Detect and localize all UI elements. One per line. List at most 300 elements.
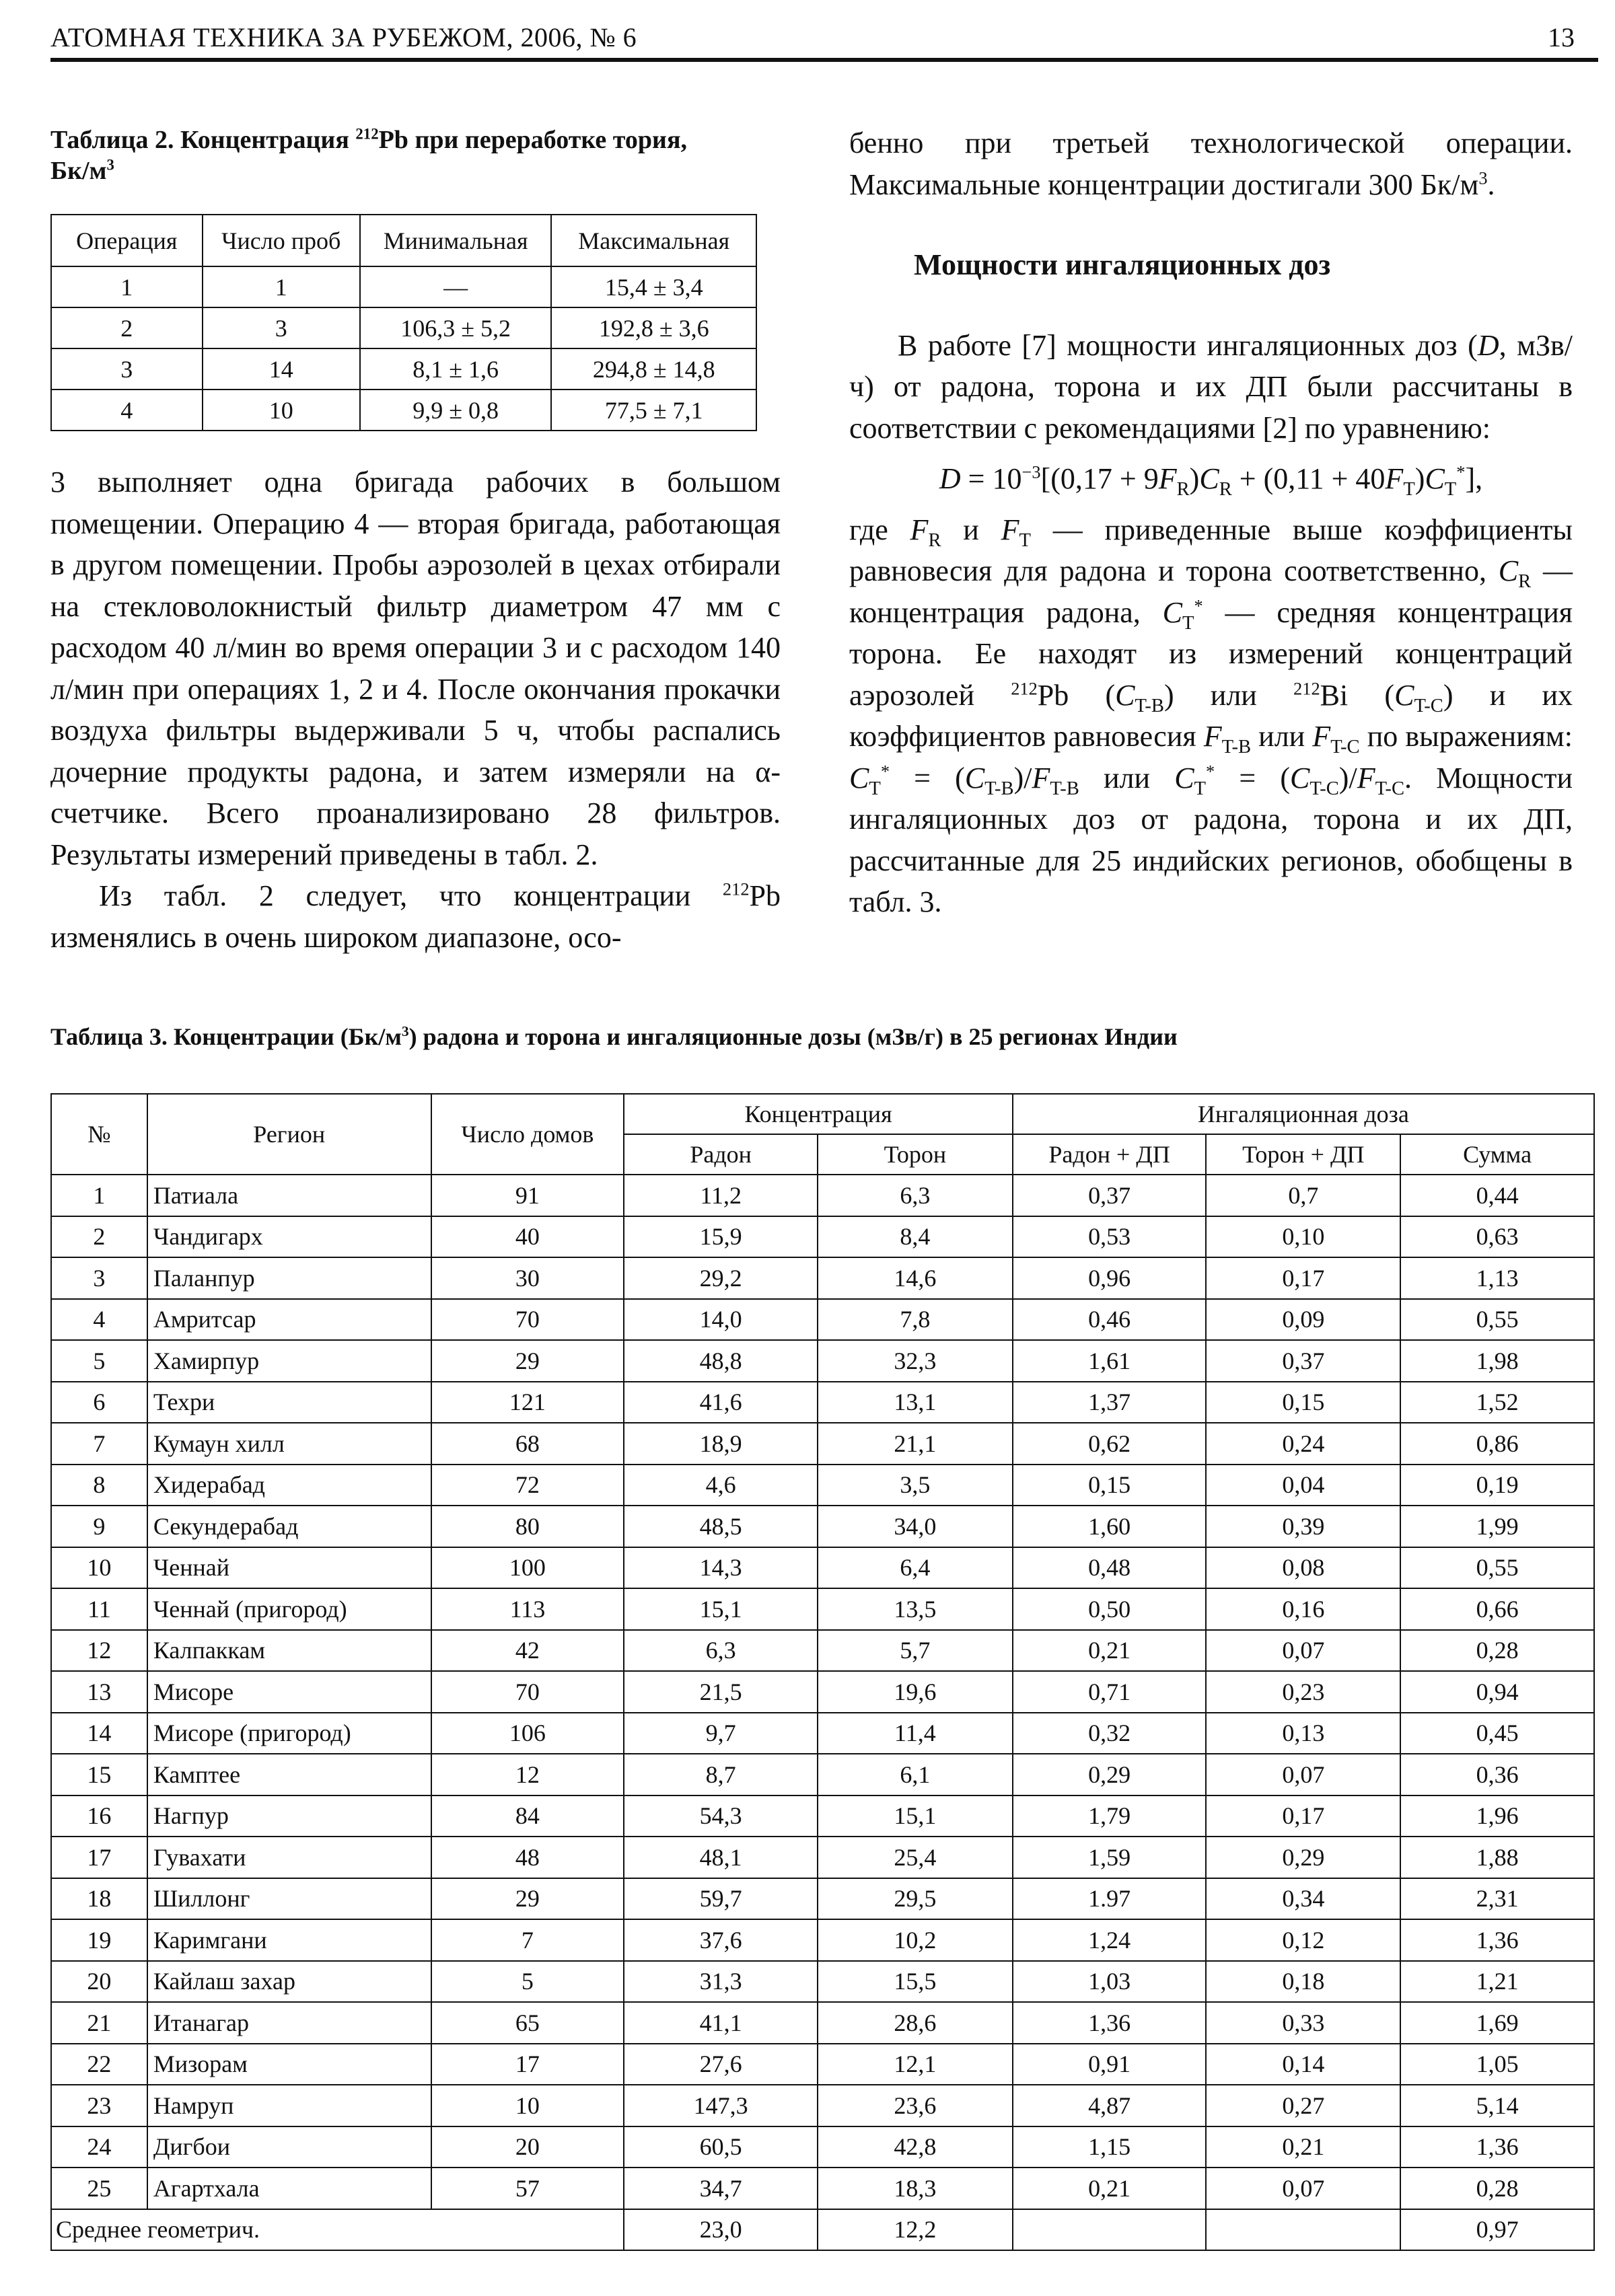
thoron-concentration: 25,4 [818, 1837, 1013, 1878]
thoron-dp-dose: 0,17 [1206, 1257, 1400, 1299]
column-header-operation: Операция [51, 215, 203, 266]
table-row [51, 1216, 1594, 1258]
table-row [51, 1795, 1594, 1837]
region-name: Шиллонг [147, 1878, 431, 1920]
region-name: Амритсар [147, 1299, 431, 1341]
isotope-mass: 212 [355, 125, 379, 143]
table3 [50, 1093, 1595, 2251]
radon-concentration: 48,8 [624, 1340, 818, 1382]
table-row [51, 1257, 1594, 1299]
row-number: 9 [51, 1506, 147, 1547]
region-name: Техри [147, 1382, 431, 1423]
body-paragraph [849, 122, 1573, 205]
text: — средняя концентрация торона. Ее находят из измерений концентраций аэрозолей [849, 595, 1573, 712]
thoron-concentration: 12,1 [818, 2044, 1013, 2085]
radon-dp-dose: 0,91 [1013, 2044, 1207, 2085]
dose-sum: 0,28 [1400, 2168, 1594, 2209]
symbol-F: F [1158, 462, 1177, 495]
subscript: T-B [1050, 778, 1079, 799]
thoron-concentration: 42,8 [818, 2126, 1013, 2168]
house-count: 48 [431, 1837, 624, 1878]
table-row [51, 266, 756, 307]
symbol-D: D [1477, 328, 1499, 362]
table-row [51, 1919, 1594, 1961]
geometric-mean-radon-dp [1013, 2209, 1207, 2251]
symbol-C: C [1498, 554, 1519, 587]
thoron-concentration: 34,0 [818, 1506, 1013, 1547]
cell: 15,4 ± 3,4 [551, 266, 756, 307]
region-name: Ченнай [147, 1547, 431, 1589]
row-number: 23 [51, 2085, 147, 2126]
geometric-mean-radon: 23,0 [624, 2209, 818, 2251]
table-row [51, 1961, 1594, 2003]
symbol-F: F [1203, 720, 1222, 753]
symbol-C: C [849, 761, 869, 794]
thoron-dp-dose: 0,27 [1206, 2085, 1400, 2126]
symbol-C: C [1290, 761, 1310, 794]
table-row [51, 307, 756, 348]
row-number: 4 [51, 1299, 147, 1341]
table2-caption [50, 124, 784, 186]
table-row [51, 1547, 1594, 1589]
isotope-symbol: Bi [1320, 678, 1349, 712]
geometric-mean-thoron-dp [1206, 2209, 1400, 2251]
thoron-concentration: 6,4 [818, 1547, 1013, 1589]
symbol-C: C [1162, 595, 1182, 629]
thoron-concentration: 8,4 [818, 1216, 1013, 1258]
thoron-dp-dose: 0,39 [1206, 1506, 1400, 1547]
house-count: 113 [431, 1588, 624, 1630]
row-number: 24 [51, 2126, 147, 2168]
radon-dp-dose: 0,53 [1013, 1216, 1207, 1258]
house-count: 29 [431, 1878, 624, 1920]
table-row [51, 1671, 1594, 1713]
radon-concentration: 14,3 [624, 1547, 818, 1589]
exponent: −3 [1021, 461, 1041, 482]
text: — концентрация радона, [849, 554, 1573, 629]
dose-sum: 0,19 [1400, 1465, 1594, 1506]
house-count: 12 [431, 1754, 624, 1795]
subscript: T-C [1375, 778, 1405, 799]
column-header-region: Регион [147, 1094, 431, 1175]
region-name: Паланпур [147, 1257, 431, 1299]
geometric-mean-label: Среднее геометрич. [51, 2209, 624, 2251]
radon-concentration: 41,6 [624, 1382, 818, 1423]
body-paragraph: 3 выполняет одна бригада рабочих в большом помещении. Операцию 4 — вторая бригада, работающая в другом помещении. Пробы аэрозолей в цехах отбирали на стекловолокнистый фильтр диаметром 47 мм с расходом 40 л/мин во время операции 3 и с расходом 140 л/мин при операциях 1, 2 и 4. После окончания прокачки воздуха фильтры выдерживали 5 ч, чтобы распались дочерние продукты радона, и затем измеряли на α-счетчике. Всего проанализировано 28 фильтров. Результаты измерений приведены в табл. 2. [50, 466, 781, 871]
radon-dp-dose: 1,24 [1013, 1919, 1207, 1961]
dose-sum: 0,94 [1400, 1671, 1594, 1713]
row-number: 25 [51, 2168, 147, 2209]
radon-dp-dose: 0,96 [1013, 1257, 1207, 1299]
text: В работе [7] мощности ингаляционных доз ( [898, 328, 1478, 362]
text: Из табл. 2 следует, что концентрации [99, 879, 723, 912]
dose-sum: 1,13 [1400, 1257, 1594, 1299]
region-name: Мисоре (пригород) [147, 1713, 431, 1754]
cell: 4 [51, 390, 203, 431]
dose-sum: 0,55 [1400, 1299, 1594, 1341]
dose-sum: 1,36 [1400, 1919, 1594, 1961]
region-name: Ченнай (пригород) [147, 1588, 431, 1630]
subscript: T-C [1330, 736, 1360, 757]
header-rule [50, 58, 1598, 62]
thoron-dp-dose: 0,12 [1206, 1919, 1400, 1961]
radon-dp-dose: 0,62 [1013, 1423, 1207, 1465]
table-row [51, 348, 756, 390]
house-count: 106 [431, 1713, 624, 1754]
radon-concentration: 21,5 [624, 1671, 818, 1713]
house-count: 40 [431, 1216, 624, 1258]
text: бенно при третьей технологической операции. Максимальные концентрации достигали 300 Бк/м [849, 126, 1573, 201]
radon-dp-dose: 1,36 [1013, 2002, 1207, 2044]
table-row [51, 1754, 1594, 1795]
dose-sum: 1,88 [1400, 1837, 1594, 1878]
house-count: 17 [431, 2044, 624, 2085]
isotope-mass: 212 [1293, 677, 1320, 698]
radon-concentration: 147,3 [624, 2085, 818, 2126]
isotope-mass: 212 [1011, 677, 1038, 698]
region-name: Патиала [147, 1175, 431, 1216]
formula-part: + (0,11 + 40 [1231, 462, 1386, 495]
dose-sum: 0,63 [1400, 1216, 1594, 1258]
house-count: 68 [431, 1423, 624, 1465]
radon-dp-dose: 0,48 [1013, 1547, 1207, 1589]
cell: 3 [51, 348, 203, 390]
text: или [1079, 761, 1175, 794]
text: = ( [1215, 761, 1290, 794]
row-number: 21 [51, 2002, 147, 2044]
table-row [51, 1588, 1594, 1630]
geometric-mean-thoron: 12,2 [818, 2209, 1013, 2251]
radon-concentration: 34,7 [624, 2168, 818, 2209]
cell: 9,9 ± 0,8 [360, 390, 552, 431]
table-row [51, 1175, 1594, 1216]
column-group-inhalation-dose: Ингаляционная доза [1013, 1094, 1594, 1134]
geometric-mean-sum: 0,97 [1400, 2209, 1594, 2251]
house-count: 30 [431, 1257, 624, 1299]
house-count: 5 [431, 1961, 624, 2003]
region-name: Хамирпур [147, 1340, 431, 1382]
dose-sum: 1,21 [1400, 1961, 1594, 2003]
text: и [941, 513, 1001, 546]
thoron-concentration: 10,2 [818, 1919, 1013, 1961]
dose-sum: 0,55 [1400, 1547, 1594, 1589]
thoron-concentration: 15,5 [818, 1961, 1013, 2003]
row-number: 14 [51, 1713, 147, 1754]
symbol-C: C [1199, 462, 1219, 495]
radon-dp-dose: 0,71 [1013, 1671, 1207, 1713]
cell: 2 [51, 307, 203, 348]
radon-dp-dose: 1,61 [1013, 1340, 1207, 1382]
unit-exponent: 3 [401, 1023, 409, 1039]
isotope-mass: 212 [722, 879, 750, 899]
radon-dp-dose: 0,21 [1013, 1630, 1207, 1672]
region-name: Чандигарх [147, 1216, 431, 1258]
thoron-dp-dose: 0,16 [1206, 1588, 1400, 1630]
region-name: Камптее [147, 1754, 431, 1795]
subscript: T-C [1309, 778, 1339, 799]
house-count: 91 [431, 1175, 624, 1216]
house-count: 20 [431, 2126, 624, 2168]
radon-concentration: 15,1 [624, 1588, 818, 1630]
radon-dp-dose: 0,50 [1013, 1588, 1207, 1630]
house-count: 42 [431, 1630, 624, 1672]
dose-sum: 0,44 [1400, 1175, 1594, 1216]
symbol-F: F [910, 513, 929, 546]
text: )/ [1013, 761, 1032, 794]
formula-part: = 10 [960, 462, 1022, 495]
radon-concentration: 29,2 [624, 1257, 818, 1299]
dose-sum: 2,31 [1400, 1878, 1594, 1920]
left-column [50, 461, 781, 958]
section-title: Мощности ингаляционных доз [914, 248, 1331, 281]
symbol-C: C [1174, 761, 1194, 794]
radon-dp-dose: 1,37 [1013, 1382, 1207, 1423]
unit-exponent: 3 [106, 156, 114, 174]
dose-sum: 1,96 [1400, 1795, 1594, 1837]
cell: 14 [203, 348, 360, 390]
row-number: 22 [51, 2044, 147, 2085]
thoron-concentration: 7,8 [818, 1299, 1013, 1341]
superscript: * [1194, 595, 1203, 616]
radon-dp-dose: 1,79 [1013, 1795, 1207, 1837]
thoron-dp-dose: 0,7 [1206, 1175, 1400, 1216]
thoron-concentration: 3,5 [818, 1465, 1013, 1506]
row-number: 7 [51, 1423, 147, 1465]
radon-dp-dose: 1,60 [1013, 1506, 1207, 1547]
table3-body [51, 1175, 1594, 2209]
text: по выражениям: [1359, 720, 1573, 753]
radon-concentration: 41,1 [624, 2002, 818, 2044]
row-number: 20 [51, 1961, 147, 2003]
house-count: 80 [431, 1506, 624, 1547]
thoron-concentration: 28,6 [818, 2002, 1013, 2044]
page-number: 13 [1548, 22, 1575, 52]
radon-dp-dose: 4,87 [1013, 2085, 1207, 2126]
column-header-sum: Сумма [1400, 1134, 1594, 1175]
radon-dp-dose: 0,37 [1013, 1175, 1207, 1216]
dose-sum: 0,66 [1400, 1588, 1594, 1630]
text: ( [1348, 678, 1395, 712]
region-name: Кайлаш захар [147, 1961, 431, 2003]
cell: 294,8 ± 14,8 [551, 348, 756, 390]
column-header-thoron-dp: Торон + ДП [1206, 1134, 1400, 1175]
caption-text: при переработке тория, [408, 126, 688, 154]
radon-concentration: 18,9 [624, 1423, 818, 1465]
radon-concentration: 27,6 [624, 2044, 818, 2085]
table3-header-row-1 [51, 1094, 1594, 1134]
dose-sum: 1,98 [1400, 1340, 1594, 1382]
radon-concentration: 31,3 [624, 1961, 818, 2003]
radon-dp-dose: 0,32 [1013, 1713, 1207, 1754]
house-count: 70 [431, 1671, 624, 1713]
subscript: T [1019, 529, 1031, 551]
dose-sum: 0,36 [1400, 1754, 1594, 1795]
radon-dp-dose: 0,15 [1013, 1465, 1207, 1506]
column-header-maximum: Максимальная [551, 215, 756, 266]
subscript: R [928, 529, 941, 551]
thoron-dp-dose: 0,18 [1206, 1961, 1400, 2003]
body-paragraph [849, 509, 1573, 923]
column-header-number: № [51, 1094, 147, 1175]
house-count: 7 [431, 1919, 624, 1961]
thoron-dp-dose: 0,33 [1206, 2002, 1400, 2044]
table-row [51, 2044, 1594, 2085]
column-header-radon: Радон [624, 1134, 818, 1175]
thoron-concentration: 6,1 [818, 1754, 1013, 1795]
superscript: * [1206, 760, 1215, 781]
radon-concentration: 60,5 [624, 2126, 818, 2168]
region-name: Дигбои [147, 2126, 431, 2168]
thoron-concentration: 13,5 [818, 1588, 1013, 1630]
superscript: * [1456, 461, 1466, 482]
row-number: 2 [51, 1216, 147, 1258]
subscript: T [869, 778, 881, 799]
cell: 3 [203, 307, 360, 348]
radon-concentration: 14,0 [624, 1299, 818, 1341]
table-row [51, 2002, 1594, 2044]
symbol-C: C [964, 761, 985, 794]
cell: 192,8 ± 3,6 [551, 307, 756, 348]
body-paragraph [50, 875, 781, 958]
table-row [51, 1837, 1594, 1878]
thoron-dp-dose: 0,15 [1206, 1382, 1400, 1423]
table3-footer-row [51, 2209, 1594, 2251]
row-number: 5 [51, 1340, 147, 1382]
text: , мЗв/ч) от радона, торона и их ДП были рассчитаны в соответствии с рекомендациями [2] по уравнению: [849, 328, 1573, 445]
text: ) и их коэффициентов равновесия [849, 678, 1573, 753]
thoron-dp-dose: 0,21 [1206, 2126, 1400, 2168]
radon-dp-dose: 0,21 [1013, 2168, 1207, 2209]
row-number: 12 [51, 1630, 147, 1672]
row-number: 6 [51, 1382, 147, 1423]
region-name: Итанагар [147, 2002, 431, 2044]
region-name: Калпаккам [147, 1630, 431, 1672]
radon-dp-dose: 1,59 [1013, 1837, 1207, 1878]
cell: — [360, 266, 552, 307]
table-row [51, 1878, 1594, 1920]
region-name: Мисоре [147, 1671, 431, 1713]
row-number: 11 [51, 1588, 147, 1630]
subscript: T [1444, 478, 1457, 500]
text: изменялись в очень широком диапазоне, осо- [50, 920, 622, 954]
house-count: 72 [431, 1465, 624, 1506]
house-count: 100 [431, 1547, 624, 1589]
radon-concentration: 15,9 [624, 1216, 818, 1258]
row-number: 16 [51, 1795, 147, 1837]
caption-text: ) радона и торона и ингаляционные дозы (мЗв/г) в 25 регионах Индии [408, 1023, 1178, 1050]
symbol-C: C [1115, 678, 1135, 712]
thoron-dp-dose: 0,13 [1206, 1713, 1400, 1754]
subscript: T-C [1414, 695, 1443, 716]
table-row [51, 2168, 1594, 2209]
subscript: R [1518, 570, 1532, 592]
cell: 10 [203, 390, 360, 431]
symbol-F: F [1312, 720, 1331, 753]
column-header-samples: Число проб [203, 215, 360, 266]
thoron-dp-dose: 0,04 [1206, 1465, 1400, 1506]
body-paragraph [849, 325, 1573, 449]
isotope-symbol: Pb [1037, 678, 1069, 712]
table2 [50, 214, 757, 431]
right-column [849, 122, 1573, 923]
table-row [51, 1506, 1594, 1547]
region-name: Гувахати [147, 1837, 431, 1878]
column-header-houses: Число домов [431, 1094, 624, 1175]
table-row [51, 390, 756, 431]
formula-part: ], [1465, 462, 1483, 495]
thoron-concentration: 18,3 [818, 2168, 1013, 2209]
table-row [51, 1423, 1594, 1465]
house-count: 121 [431, 1382, 624, 1423]
thoron-dp-dose: 0,09 [1206, 1299, 1400, 1341]
subscript: R [1176, 478, 1190, 500]
subscript: T-B [1221, 736, 1252, 757]
subscript: T-B [1135, 695, 1164, 716]
isotope-symbol: Pb [378, 126, 408, 154]
table-row [51, 1713, 1594, 1754]
thoron-dp-dose: 0,24 [1206, 1423, 1400, 1465]
thoron-dp-dose: 0,10 [1206, 1216, 1400, 1258]
caption-text: Таблица 3. Концентрации (Бк/м [50, 1023, 402, 1050]
table-row [51, 1465, 1594, 1506]
symbol-D: D [939, 462, 961, 495]
column-header-radon-dp: Радон + ДП [1013, 1134, 1207, 1175]
thoron-dp-dose: 0,29 [1206, 1837, 1400, 1878]
symbol-C: C [1425, 462, 1445, 495]
subscript: T [1182, 612, 1194, 634]
house-count: 70 [431, 1299, 624, 1341]
table-row [51, 1382, 1594, 1423]
region-name: Секундерабад [147, 1506, 431, 1547]
subscript: T-B [984, 778, 1014, 799]
text: = ( [890, 761, 965, 794]
formula-part: ) [1189, 462, 1200, 495]
text: . [1487, 168, 1495, 201]
radon-concentration: 48,1 [624, 1837, 818, 1878]
region-name: Агартхала [147, 2168, 431, 2209]
table-row [51, 1299, 1594, 1341]
region-name: Нагпур [147, 1795, 431, 1837]
table-row [51, 2085, 1594, 2126]
dose-sum: 1,52 [1400, 1382, 1594, 1423]
dose-sum: 0,86 [1400, 1423, 1594, 1465]
house-count: 10 [431, 2085, 624, 2126]
radon-concentration: 11,2 [624, 1175, 818, 1216]
text: ( [1069, 678, 1116, 712]
symbol-F: F [1001, 513, 1019, 546]
region-name: Каримгани [147, 1919, 431, 1961]
text: или [1251, 720, 1313, 753]
dose-sum: 1,99 [1400, 1506, 1594, 1547]
row-number: 17 [51, 1837, 147, 1878]
radon-concentration: 48,5 [624, 1506, 818, 1547]
symbol-F: F [1032, 761, 1050, 794]
cell: 77,5 ± 7,1 [551, 390, 756, 431]
subscript: R [1219, 478, 1232, 500]
radon-dp-dose: 1,03 [1013, 1961, 1207, 2003]
radon-concentration: 54,3 [624, 1795, 818, 1837]
column-group-concentration: Концентрация [624, 1094, 1012, 1134]
row-number: 8 [51, 1465, 147, 1506]
thoron-dp-dose: 0,14 [1206, 2044, 1400, 2085]
thoron-dp-dose: 0,07 [1206, 1754, 1400, 1795]
text: . Мощности ингаляционных доз от радона, торона и их ДП, рассчитанные для 25 индийских регионов, обобщены в табл. 3. [849, 761, 1573, 918]
radon-dp-dose: 1.97 [1013, 1878, 1207, 1920]
row-number: 10 [51, 1547, 147, 1589]
symbol-C: C [1394, 678, 1414, 712]
caption-text: Таблица 2. Концентрация [50, 126, 356, 154]
cell: 8,1 ± 1,6 [360, 348, 552, 390]
